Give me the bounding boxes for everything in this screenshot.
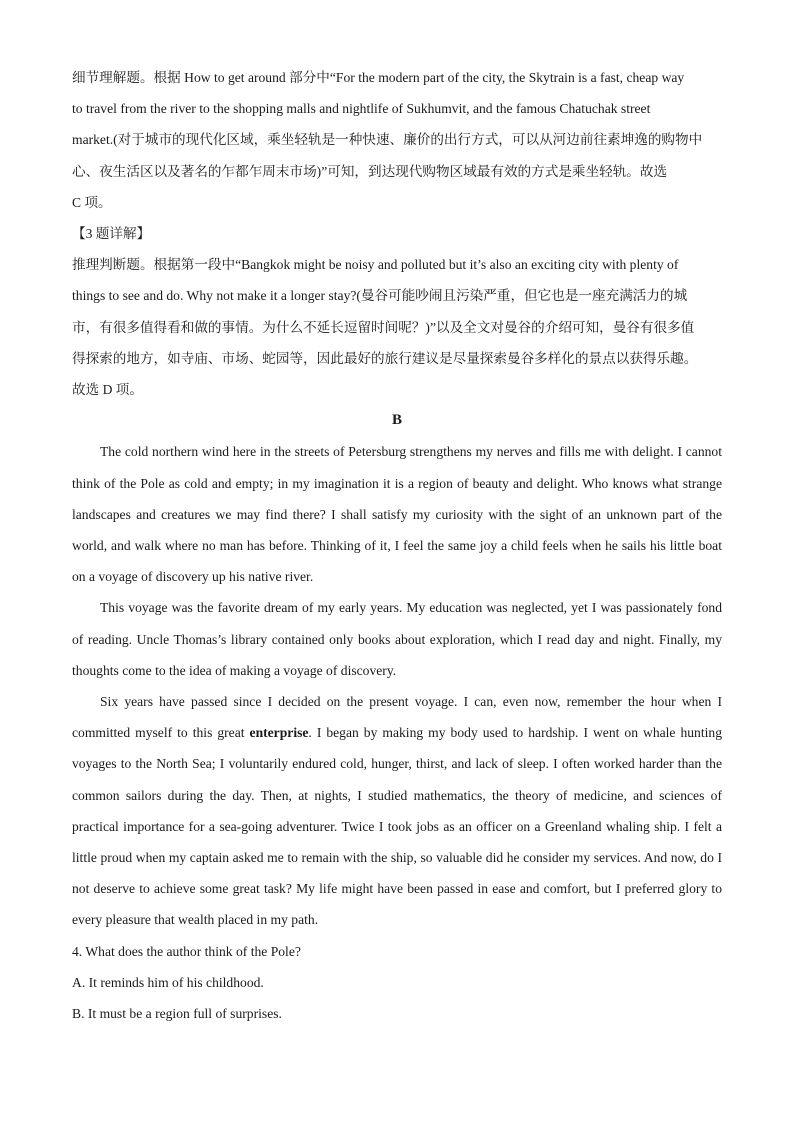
question-4 bbox=[72, 936, 722, 1030]
answer-3-heading: 【3 题详解】 bbox=[72, 226, 151, 242]
text-line: 细节理解题。根据 How to get around 部分中“For the modern part of the city, the Skytrain is a fast, cheap way bbox=[72, 70, 685, 85]
passage-paragraph-1: The cold northern wind here in the streets of Petersburg strengthens my nerves and fills me with delight. I cannot think of the Pole as cold and empty; in my imagination it is a region of beauty and delight. Who knows what strange landscapes and creatures we may find there? I shall satisfy my curiosity with the sight of an unknown part of the world, and walk where no man has before. Thinking of it, I feel the same joy a child feels when he sails his little boat on a voyage of discovery up his native river. bbox=[72, 444, 722, 585]
paragraph-text: . I began by making my body used to hardship. I went on whale hunting voyages to the North Sea; I voluntarily endured cold, hunger, thirst, and lack of sleep. I often worked harder than the common sailors during the day. Then, at nights, I studied mathematics, the theory of medicine, and sciences of practical importance for a sea-going adventurer. Twice I took jobs as an officer on a Greenland whaling ship. I felt a little proud when my captain asked me to remain with the ship, so valuable did he consider my services. And now, do I not deserve to achieve some great task? My life might have been passed in ease and comfort, but I preferred glory to every pleasure that wealth placed in my path. bbox=[72, 725, 722, 928]
bold-keyword: enterprise bbox=[249, 725, 309, 741]
text-line: market.(对于城市的现代化区域，乘坐轻轨是一种快速、廉价的出行方式，可以从河边前往素坤逸的购物中 bbox=[72, 132, 703, 148]
text-line: 市，有很多值得看和做的事情。为什么不延长逗留时间呢？)”以及全文对曼谷的介绍可知，曼谷有很多值 bbox=[72, 319, 695, 335]
paragraph-text: Six years have passed since I decided on the present voyage. I can, even now, remember the hour when I committed myself to this great bbox=[72, 694, 722, 741]
text-line: 故选 D 项。 bbox=[72, 382, 143, 398]
text-line: 得探索的地方，如寺庙、市场、蛇园等，因此最好的旅行建议是尽量探索曼谷多样化的景点以获得乐趣。 bbox=[72, 350, 698, 366]
text-line: 推理判断题。根据第一段中“Bangkok might be noisy and polluted but it’s also an exciting city with plenty of bbox=[72, 257, 679, 273]
answer-explanation-3 bbox=[72, 249, 722, 405]
text-line: 心、夜生活区以及著名的乍都乍周末市场)”可知，到达现代购物区域最有效的方式是乘坐轻轨。故选 bbox=[72, 163, 668, 179]
section-title: B bbox=[391, 412, 402, 429]
question-stem: 4. What does the author think of the Pole? bbox=[72, 943, 301, 959]
option-b: B. It must be a region full of surprises. bbox=[72, 1006, 282, 1022]
text-line: C 项。 bbox=[72, 194, 112, 210]
document-page bbox=[72, 62, 722, 1029]
text-line: to travel from the river to the shopping malls and nightlife of Sukhumvit, and the famous Chatuchak street bbox=[72, 101, 651, 117]
text-line: things to see and do. Why not make it a longer stay?(曼谷可能吵闹且污染严重，但它也是一座充满活力的城 bbox=[72, 288, 688, 304]
answer-explanation-2 bbox=[72, 62, 722, 218]
passage-paragraph-3 bbox=[72, 686, 722, 936]
reading-passage bbox=[72, 436, 722, 935]
option-a: A. It reminds him of his childhood. bbox=[72, 974, 264, 990]
passage-paragraph-2: This voyage was the favorite dream of my early years. My education was neglected, yet I was passionately fond of reading. Uncle Thomas’s library contained only books about exploration, which I read day and night. Finally, my thoughts come to the idea of making a voyage of discovery. bbox=[72, 600, 722, 678]
